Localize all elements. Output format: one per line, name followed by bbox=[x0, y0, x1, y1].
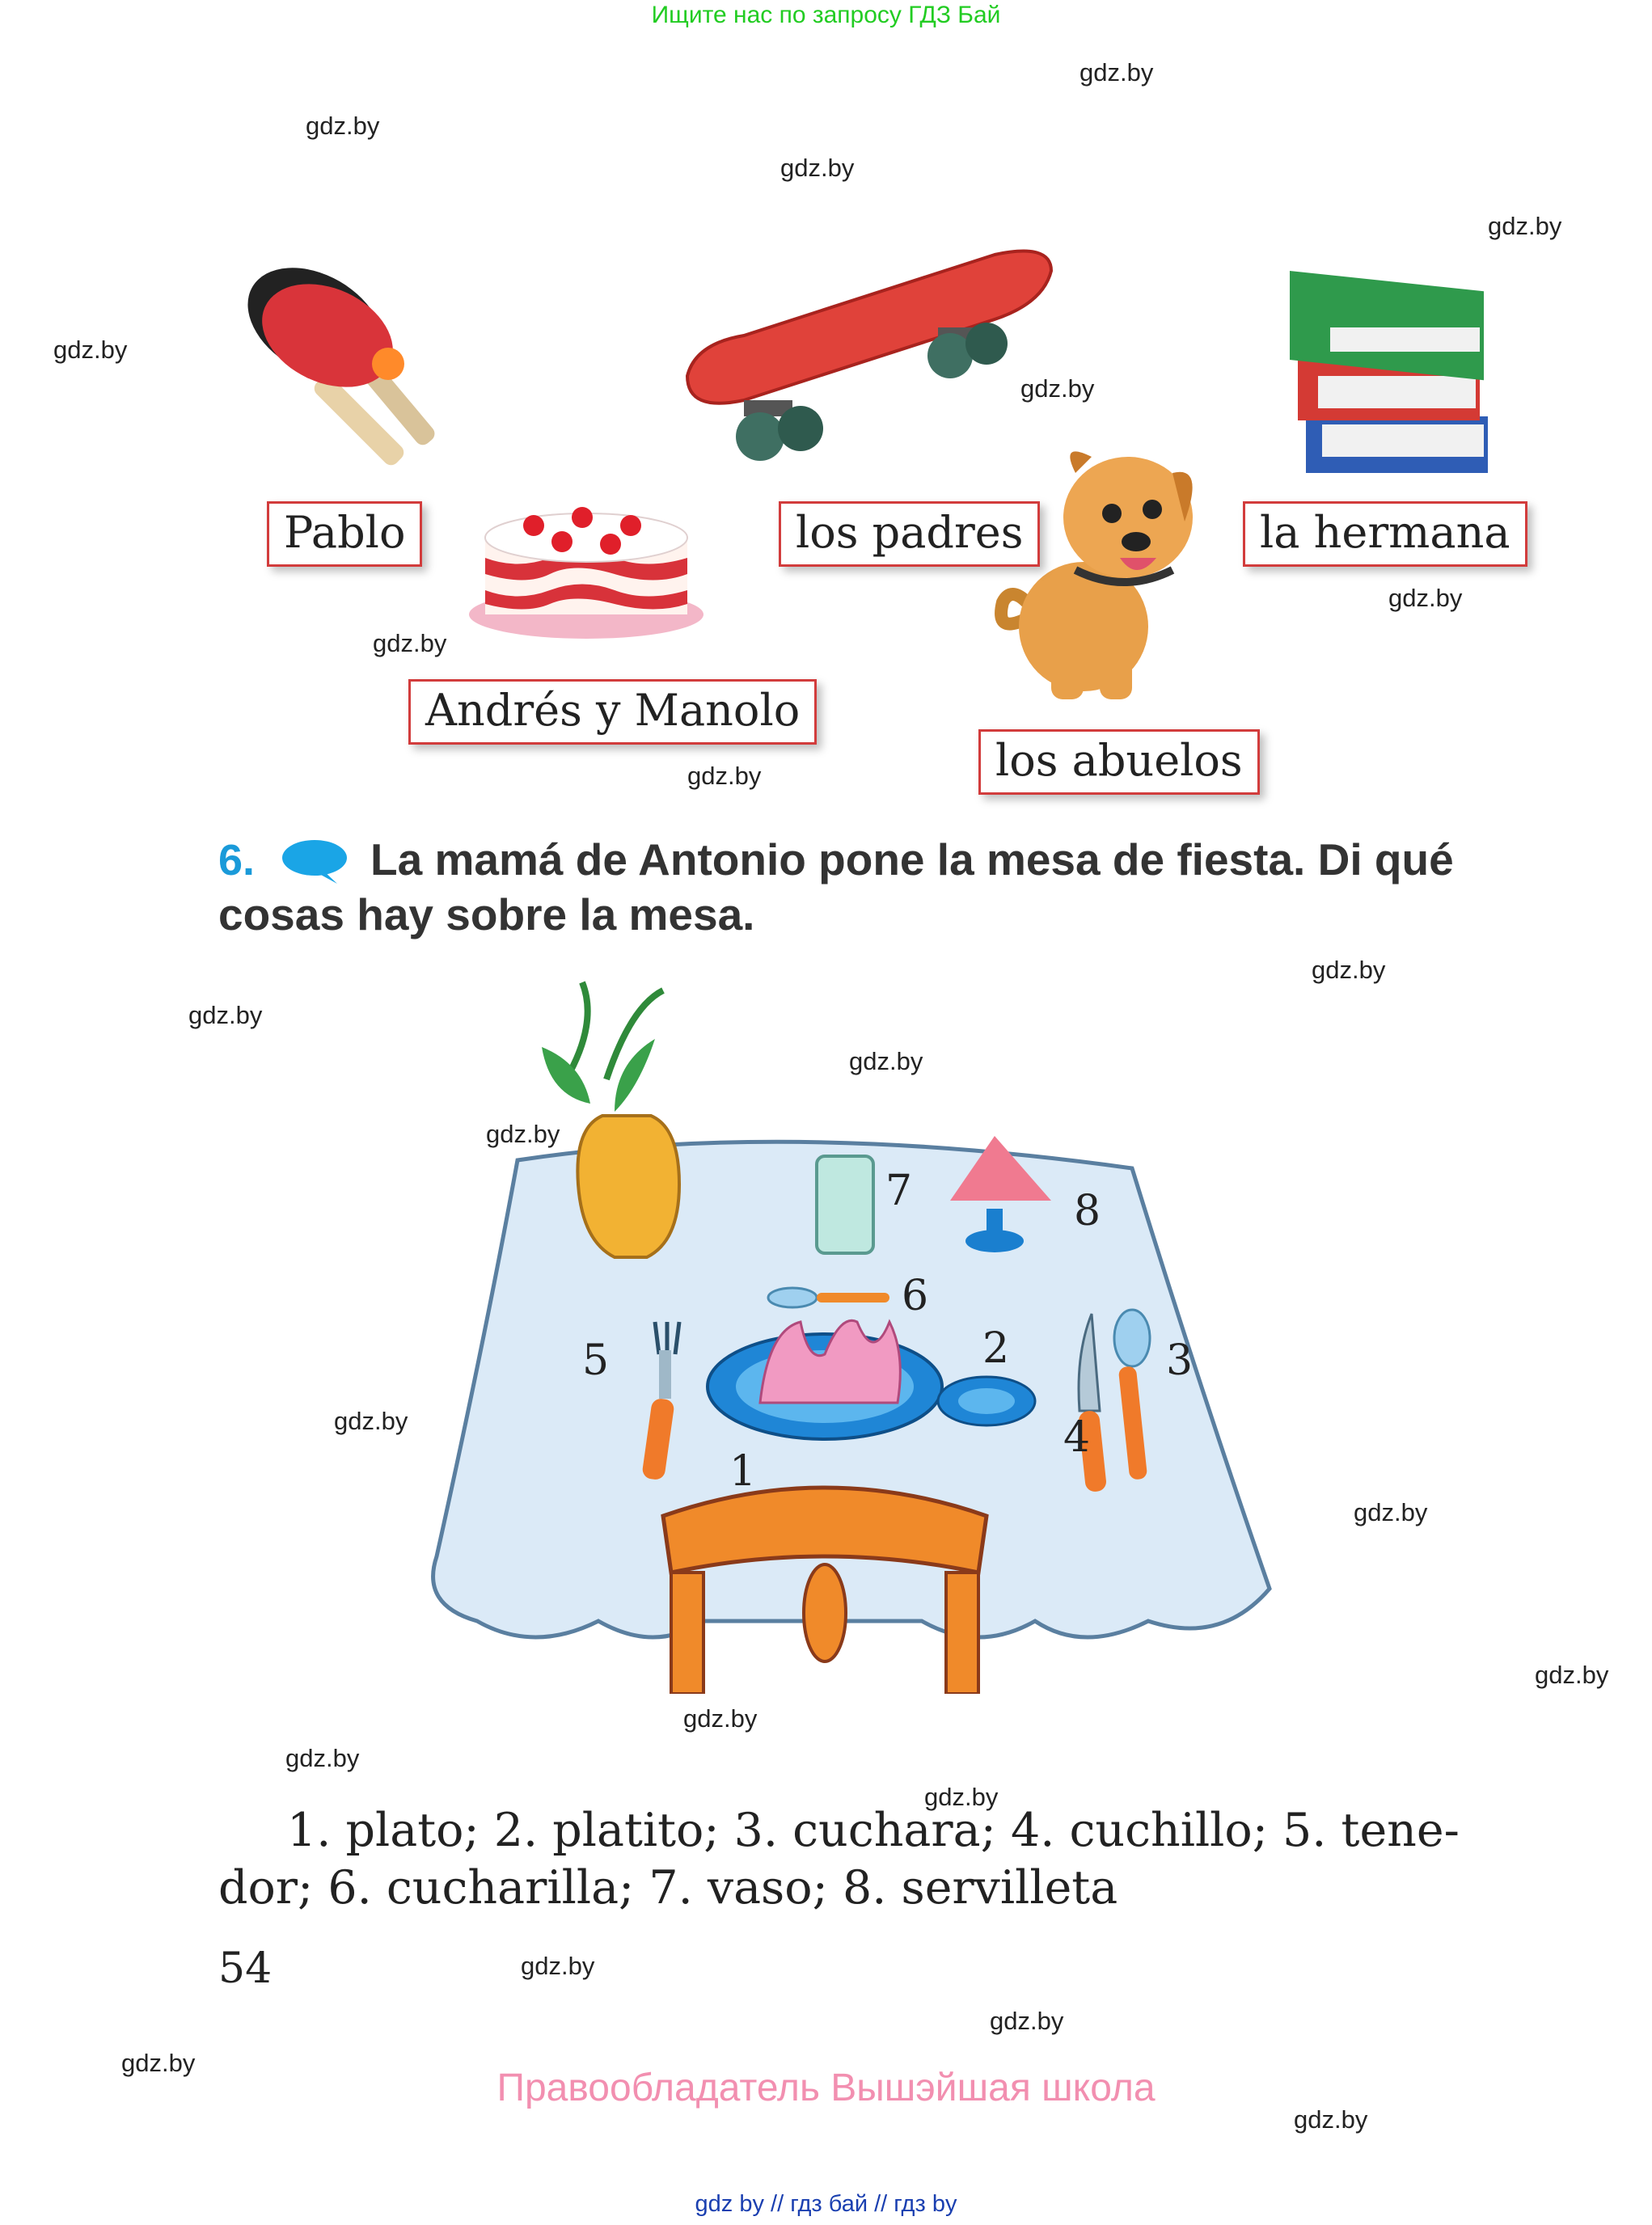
answer-line-1: 1. plato; 2. platito; 3. cuchara; 4. cuchillo; 5. tene- bbox=[287, 1804, 1460, 1857]
label-pablo: Pablo bbox=[267, 501, 422, 567]
label-los-abuelos: los abuelos bbox=[978, 729, 1260, 795]
exercise-number: 6. bbox=[218, 836, 256, 885]
watermark: gdz.by bbox=[1312, 956, 1386, 984]
table-number-6: 6 bbox=[902, 1272, 929, 1320]
table-setting-illustration bbox=[420, 974, 1278, 1694]
watermark: gdz.by bbox=[1354, 1498, 1428, 1526]
watermark: gdz.by bbox=[334, 1407, 408, 1435]
watermark: gdz.by bbox=[1020, 374, 1095, 403]
watermark: gdz.by bbox=[486, 1120, 560, 1148]
watermark: gdz.by bbox=[849, 1047, 923, 1075]
watermark: gdz.by bbox=[188, 1001, 263, 1029]
watermark: gdz.by bbox=[521, 1952, 595, 1980]
exercise-heading bbox=[218, 835, 255, 885]
watermark: gdz.by bbox=[53, 336, 128, 364]
speech-bubble-icon bbox=[279, 838, 349, 884]
exercise-line-2: cosas hay sobre la mesa. bbox=[218, 889, 755, 939]
watermark: gdz.by bbox=[1535, 1661, 1609, 1689]
label-la-hermana: la hermana bbox=[1243, 501, 1527, 567]
label-los-padres: los padres bbox=[779, 501, 1040, 567]
books-illustration bbox=[1290, 255, 1508, 485]
exercise-line-1: La mamá de Antonio pone la mesa de fiesta. Di qué bbox=[370, 834, 1454, 885]
watermark: gdz.by bbox=[285, 1744, 360, 1772]
watermark: gdz.by bbox=[306, 112, 380, 140]
watermark: gdz.by bbox=[1294, 2105, 1368, 2134]
label-andres-y-manolo: Andrés y Manolo bbox=[408, 679, 817, 745]
watermark: gdz.by bbox=[121, 2049, 196, 2077]
table-number-5: 5 bbox=[582, 1336, 610, 1385]
watermark: gdz.by bbox=[1080, 58, 1154, 87]
table-number-1: 1 bbox=[729, 1447, 757, 1496]
table-number-3: 3 bbox=[1166, 1336, 1194, 1385]
watermark: gdz.by bbox=[1388, 584, 1463, 612]
table-number-2: 2 bbox=[982, 1324, 1010, 1373]
cake-illustration bbox=[461, 481, 712, 643]
watermark: gdz.by bbox=[373, 629, 447, 657]
page-number: 54 bbox=[218, 1944, 273, 1993]
dog-illustration bbox=[978, 441, 1221, 707]
watermark: gdz.by bbox=[687, 762, 762, 790]
table-number-8: 8 bbox=[1074, 1187, 1101, 1235]
watermark: gdz.by bbox=[683, 1704, 758, 1733]
footer-links[interactable]: gdz by // гдз бай // гдз by bbox=[695, 2191, 957, 2217]
ping-pong-paddles-illustration bbox=[226, 267, 461, 477]
top-banner[interactable]: Ищите нас по запросу ГДЗ Бай bbox=[651, 2, 1001, 28]
watermark: gdz.by bbox=[990, 2007, 1064, 2035]
skateboard-illustration bbox=[671, 239, 1059, 473]
watermark: gdz.by bbox=[780, 154, 855, 182]
table-number-7: 7 bbox=[885, 1167, 913, 1215]
watermark: gdz.by bbox=[924, 1783, 999, 1811]
table-number-4: 4 bbox=[1063, 1413, 1091, 1462]
copyright-notice: Правообладатель Вышэйшая школа bbox=[496, 2067, 1156, 2109]
answer-line-2: dor; 6. cucharilla; 7. vaso; 8. servilleta bbox=[218, 1861, 1118, 1915]
watermark: gdz.by bbox=[1488, 212, 1562, 240]
